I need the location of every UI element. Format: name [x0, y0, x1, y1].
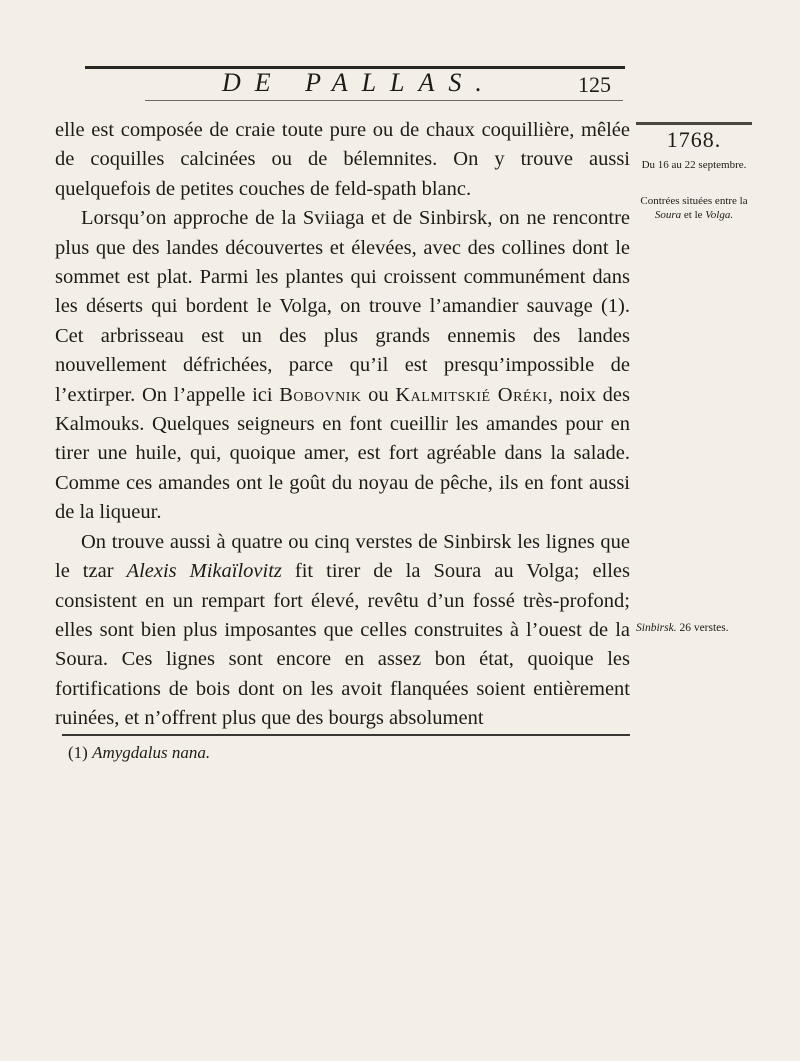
margin-place-river1: Soura	[654, 209, 682, 221]
paragraph-1: elle est composée de craie toute pure ou de chaux coquillière, mêlée de coquilles calcinées ou de bélemnites. On y trouve aussi quelquefois de petites couches de feld-spath blanc.	[55, 119, 630, 200]
paragraph-2-part-b: , noix des Kalmouks. Quelques seigneurs en font cueillir les amandes pour en tirer une huile, qui, quoique amer, est fort agréable dans la salade. Comme ces amandes ont le goût du noyau de pêche, ils en font aussi de la liqueur.	[55, 383, 631, 524]
footnote-rule	[62, 734, 630, 736]
paragraph-3	[55, 528, 630, 734]
margin-place-prefix: Contrées situées entre la	[640, 195, 748, 207]
footnote-text: Amygdalus nana.	[92, 743, 211, 762]
footnote-marker: (1)	[68, 743, 88, 762]
running-title: DE PALLAS.	[222, 68, 496, 97]
margin-place-conj: et le	[683, 209, 703, 221]
margin-year: 1768.	[666, 127, 722, 152]
page-number: 125	[578, 72, 611, 97]
tzar-name: Alexis Mikaïlovitz	[126, 560, 282, 583]
paragraph-2-or: ou	[368, 383, 389, 406]
margin-place-river2: Volga.	[705, 209, 734, 221]
paragraph-2-part-a: Lorsqu’on approche de la Sviiaga et de Sinbirsk, on ne rencontre plus que des landes découvertes et élevées, avec des collines dont le sommet est plat. Parmi les plantes qui croissent communément dans les déserts qui bordent le Volga, on trouve l’amandier sauvage (1). Cet arbrisseau est un des plus grands ennemis des landes nouvellement défrichées, parce qu’il est presqu’impossible de l’extirper. On l’appelle ici	[55, 207, 630, 406]
margin-place-note	[636, 194, 752, 222]
margin-sinbirsk-name: Sinbirsk.	[636, 622, 677, 634]
margin-rule	[636, 122, 752, 125]
plant-name-kalmitskie: Kalmitskié Oréki	[395, 383, 548, 406]
body-text	[55, 116, 630, 734]
margin-sinbirsk-note	[636, 622, 729, 634]
paragraph-3-part-a: On trouve aussi à quatre ou cinq verstes de Sinbirsk les lignes que le tzar	[55, 530, 630, 583]
footnote	[68, 743, 210, 763]
paragraph-2	[55, 204, 630, 527]
header-rule	[145, 100, 623, 101]
paragraph-3-part-b: fit tirer de la Soura au Volga; elles consistent en un rempart fort élevé, revêtu d’un fossé très-profond; elles sont bien plus imposantes que celles construites à l’ouest de la Soura. Ces lignes sont encore en assez bon état, quoique les fortifications de bois dont on les avoit flanquées soient entièrement ruinées, et n’offrent plus que des bourgs absolument	[55, 560, 631, 730]
margin-date: Du 16 au 22 septembre.	[641, 159, 747, 171]
plant-name-bobovnik: Bobovnik	[279, 383, 362, 406]
margin-sinbirsk-distance: 26 verstes.	[679, 622, 729, 634]
